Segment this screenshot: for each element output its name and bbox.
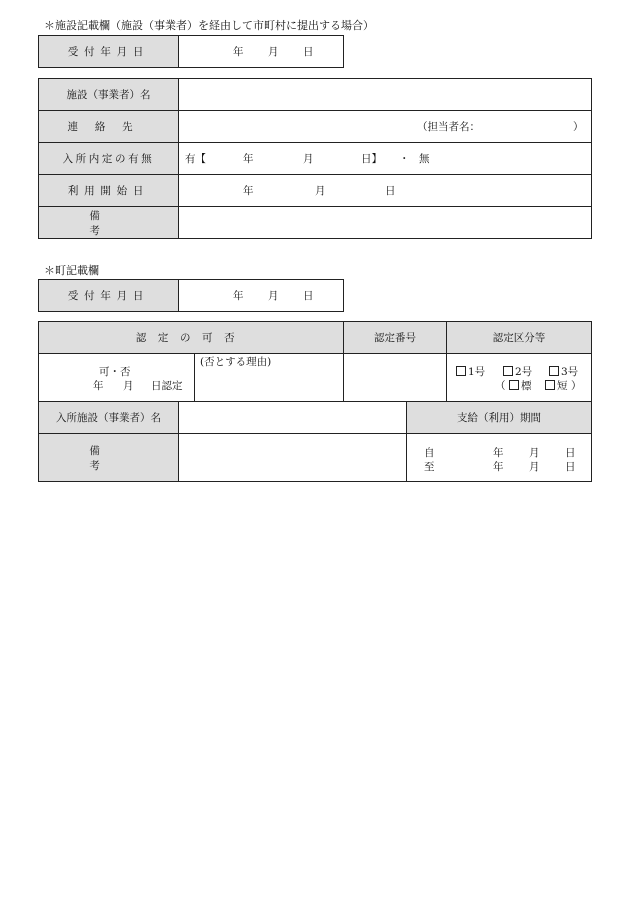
- section2-caption: ＊町記載欄: [44, 264, 99, 277]
- checkbox-icon[interactable]: [549, 366, 559, 376]
- checkbox-icon[interactable]: [545, 380, 555, 390]
- s1-receipt-label: 受付年月日: [38, 35, 179, 68]
- class-option-2[interactable]: 2号: [503, 364, 532, 379]
- approve-text: 可・否: [99, 366, 131, 378]
- s1-receipt-date-field[interactable]: [178, 35, 344, 68]
- to-label: 至: [424, 461, 435, 473]
- year-label: 年: [93, 380, 104, 392]
- class-cell[interactable]: [446, 353, 592, 402]
- admission-separator: ・: [399, 153, 410, 165]
- s1-facility-label: 施設（事業者）名: [38, 78, 179, 111]
- s1-contact-field[interactable]: [178, 110, 592, 143]
- class-sub-option-std[interactable]: 標: [509, 378, 532, 393]
- class-header: 認定区分等: [446, 321, 592, 354]
- s2-remarks-field[interactable]: [178, 433, 407, 482]
- number-cell[interactable]: [343, 353, 447, 402]
- period-cell[interactable]: [406, 433, 592, 482]
- s1-remarks-label: 備考: [38, 206, 179, 239]
- month-label: 月: [303, 153, 314, 165]
- class-option-3[interactable]: 3号: [549, 364, 578, 379]
- day-label: 日: [385, 185, 396, 197]
- year-label: 年: [233, 46, 244, 58]
- year-label: 年: [493, 447, 504, 459]
- number-header: 認定番号: [343, 321, 447, 354]
- admission-no: 無: [419, 153, 430, 165]
- month-label: 月: [123, 380, 134, 392]
- year-label: 年: [233, 290, 244, 302]
- s1-facility-field[interactable]: [178, 78, 592, 111]
- contact-close: ）: [573, 121, 584, 133]
- year-label: 年: [493, 461, 504, 473]
- month-label: 月: [315, 185, 326, 197]
- year-label: 年: [243, 153, 254, 165]
- section1-caption: ＊施設記載欄（施設（事業者）を経由して市町村に提出する場合）: [44, 19, 374, 32]
- approve-date-suffix: 日認定: [151, 380, 183, 392]
- admission-yes: 有【: [185, 153, 206, 165]
- month-label: 月: [529, 461, 540, 473]
- class-option-1[interactable]: 1号: [456, 364, 485, 379]
- s2-facility-field[interactable]: [178, 401, 407, 434]
- s1-contact-label: 連絡先: [38, 110, 179, 143]
- s1-start-date-field[interactable]: [178, 174, 592, 207]
- s1-remarks-field[interactable]: [178, 206, 592, 239]
- s1-start-label: 利用開始日: [38, 174, 179, 207]
- day-label: 日: [565, 461, 576, 473]
- month-label: 月: [268, 46, 279, 58]
- s2-receipt-date-field[interactable]: [178, 279, 344, 312]
- checkbox-icon[interactable]: [509, 380, 519, 390]
- day-label: 日: [565, 447, 576, 459]
- approval-header: 認定の可否: [38, 321, 344, 354]
- s1-admission-field[interactable]: [178, 142, 592, 175]
- contact-person-label: （担当者名：: [417, 121, 480, 133]
- checkbox-icon[interactable]: [456, 366, 466, 376]
- month-label: 月: [268, 290, 279, 302]
- s2-facility-label: 入所施設（事業者）名: [38, 401, 179, 434]
- day-label: 日: [303, 290, 314, 302]
- class-sub-open: （: [495, 380, 506, 392]
- reject-reason-label: (否とする理由): [200, 356, 272, 368]
- approval-cell[interactable]: [38, 353, 195, 402]
- period-header: 支給（利用）期間: [406, 401, 592, 434]
- class-sub-option-short[interactable]: 短: [545, 378, 568, 393]
- day-label: 日: [303, 46, 314, 58]
- s2-remarks-label: 備考: [38, 433, 179, 482]
- s2-receipt-label: 受付年月日: [38, 279, 179, 312]
- checkbox-icon[interactable]: [503, 366, 513, 376]
- s1-admission-label: 入所内定の有無: [38, 142, 179, 175]
- from-label: 自: [424, 447, 435, 459]
- year-label: 年: [243, 185, 254, 197]
- admission-day-close: 日】: [361, 153, 382, 165]
- month-label: 月: [529, 447, 540, 459]
- reject-reason-cell[interactable]: [194, 353, 344, 402]
- class-sub-close: ）: [571, 380, 582, 392]
